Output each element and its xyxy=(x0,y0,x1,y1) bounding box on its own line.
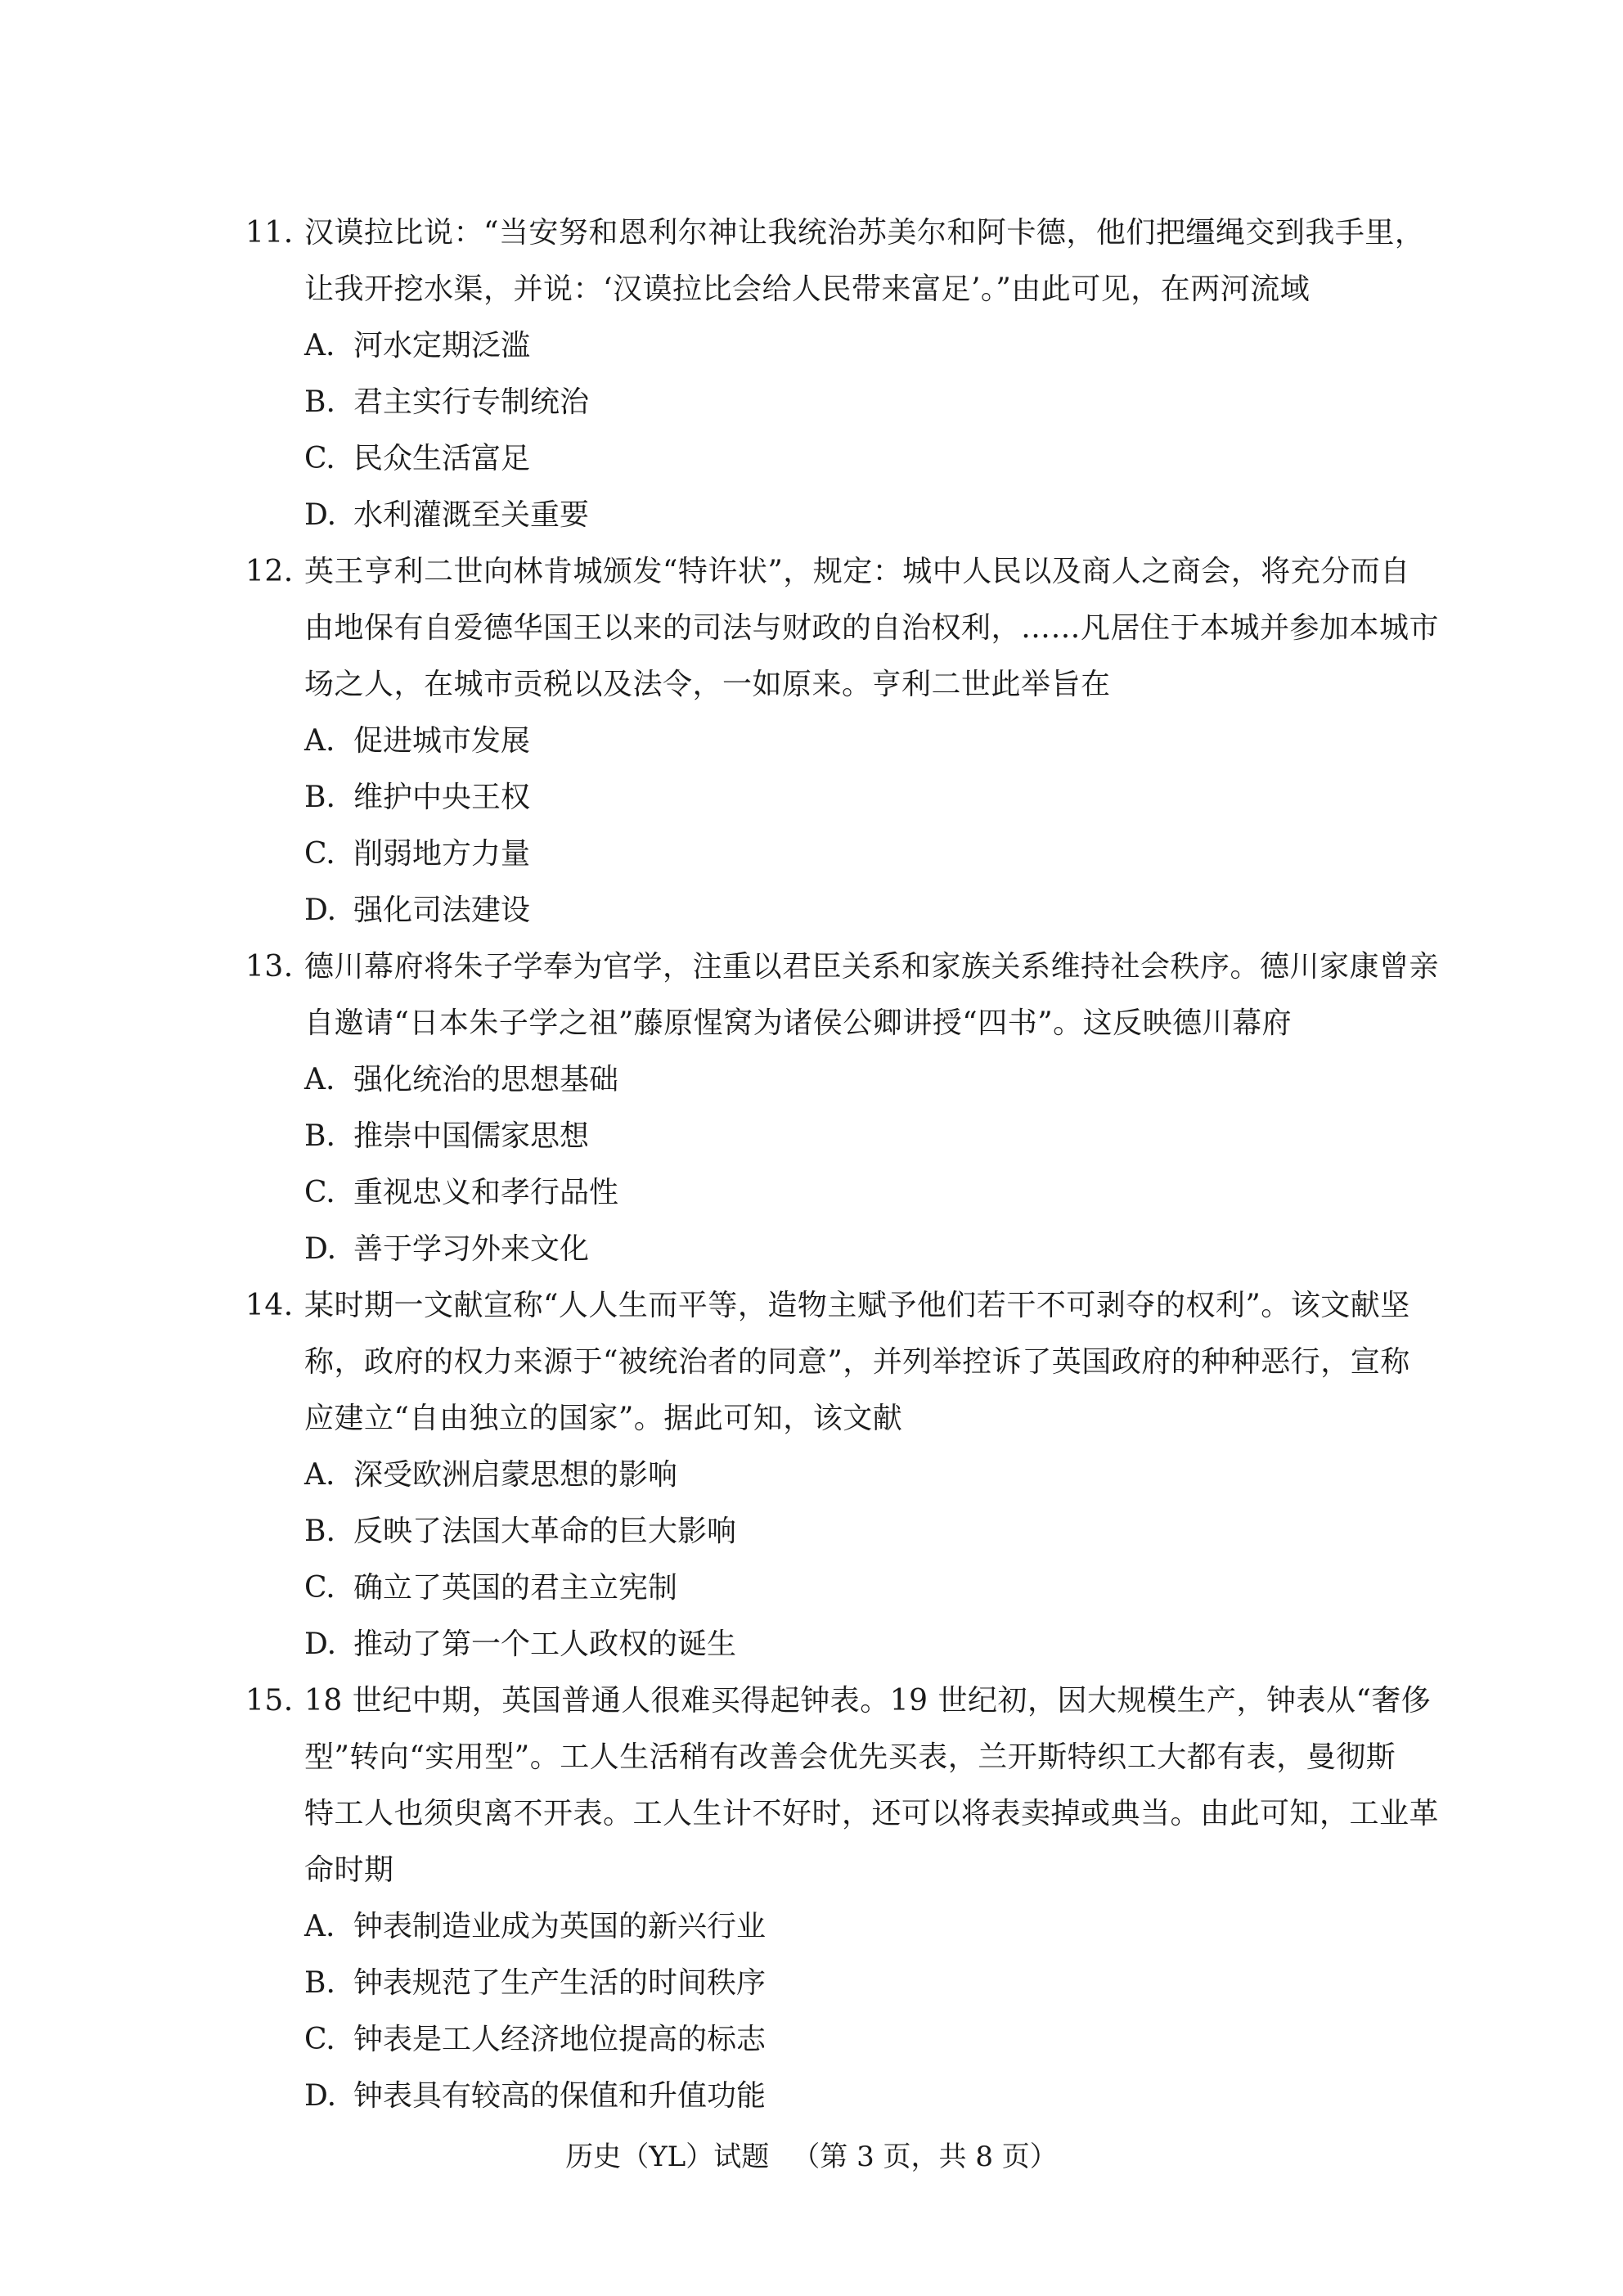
option-text: 强化统治的思想基础 xyxy=(353,1063,619,1096)
question-15 xyxy=(245,1672,1440,2124)
stem-line xyxy=(245,1672,1432,1729)
option-letter: A. xyxy=(304,724,335,758)
stem-text: 由地保有自爱德华国王以来的司法与财政的自治权利，……凡居住于本城并参加本城市 xyxy=(304,611,1440,645)
stem-text: 应建立“自由独立的国家”。据此可知，该文献 xyxy=(304,1402,903,1435)
question-number: 12. xyxy=(245,555,294,588)
option-text: 深受欧洲启蒙思想的影响 xyxy=(353,1458,678,1492)
option-text: 反映了法国大革命的巨大影响 xyxy=(353,1515,737,1548)
stem-text: 称，政府的权力来源于“被统治者的同意”，并列举控诉了英国政府的种种恶行，宣称 xyxy=(304,1345,1410,1379)
option-b xyxy=(245,1108,1391,1164)
stem-line xyxy=(245,261,1391,317)
option-letter: A. xyxy=(304,329,335,362)
question-number: 15. xyxy=(245,1684,294,1717)
option-letter: C. xyxy=(304,442,335,475)
option-text: 钟表是工人经济地位提高的标志 xyxy=(353,2023,767,2056)
stem-line xyxy=(245,1785,1440,1842)
option-text: 推动了第一个工人政权的诞生 xyxy=(353,1627,737,1661)
question-number: 13. xyxy=(245,950,294,984)
option-letter: C. xyxy=(304,837,335,871)
stem-text: 命时期 xyxy=(304,1853,394,1887)
option-c xyxy=(245,2011,1391,2068)
option-text: 民众生活富足 xyxy=(353,442,531,475)
option-d xyxy=(245,487,1391,543)
option-c xyxy=(245,1164,1391,1221)
option-text: 推崇中国儒家思想 xyxy=(353,1119,590,1153)
question-11 xyxy=(245,205,1425,543)
option-a xyxy=(245,713,1391,769)
stem-text: 某时期一文献宣称“人人生而平等，造物主赋予他们若干不可剥夺的权利”。该文献坚 xyxy=(304,1289,1410,1322)
page-footer xyxy=(0,2136,1623,2177)
option-a xyxy=(245,1447,1391,1503)
option-b xyxy=(245,769,1391,826)
option-letter: A. xyxy=(304,1910,335,1943)
option-text: 君主实行专制统治 xyxy=(353,385,590,419)
option-d xyxy=(245,1221,1391,1277)
option-text: 确立了英国的君主立宪制 xyxy=(353,1571,678,1605)
option-text: 钟表具有较高的保值和升值功能 xyxy=(353,2079,767,2113)
option-letter: D. xyxy=(304,498,337,532)
option-a xyxy=(245,1898,1391,1955)
option-letter: C. xyxy=(304,1176,335,1209)
option-letter: B. xyxy=(304,1119,335,1153)
question-number: 14. xyxy=(245,1289,294,1322)
stem-line xyxy=(245,995,1391,1051)
footer-subject: 历史（YL）试题 xyxy=(565,2141,770,2173)
stem-text: 18 世纪中期，英国普通人很难买得起钟表。19 世纪初，因大规模生产，钟表从“奢侈 xyxy=(304,1684,1432,1717)
option-b xyxy=(245,374,1391,430)
stem-line xyxy=(245,1842,1391,1898)
stem-line xyxy=(245,600,1440,656)
stem-text: 自邀请“日本朱子学之祖”藤原惺窝为诸侯公卿讲授“四书”。这反映德川幕府 xyxy=(304,1006,1293,1040)
option-letter: D. xyxy=(304,1232,337,1266)
question-12 xyxy=(245,543,1440,939)
option-text: 重视忠义和孝行品性 xyxy=(353,1176,619,1209)
option-text: 水利灌溉至关重要 xyxy=(353,498,590,532)
option-letter: A. xyxy=(304,1063,335,1096)
option-c xyxy=(245,430,1391,487)
option-c xyxy=(245,826,1391,882)
option-letter: A. xyxy=(304,1458,335,1492)
question-number: 11. xyxy=(245,216,294,250)
option-text: 削弱地方力量 xyxy=(353,837,531,871)
option-b xyxy=(245,1503,1391,1560)
stem-line xyxy=(245,1277,1410,1334)
option-text: 钟表规范了生产生活的时间秩序 xyxy=(353,1966,767,2000)
stem-text: 德川幕府将朱子学奉为官学，注重以君臣关系和家族关系维持社会秩序。德川家康曾亲 xyxy=(304,950,1440,984)
stem-text: 让我开挖水渠，并说：‘汉谟拉比会给人民带来富足’。”由此可见，在两河流域 xyxy=(304,272,1311,306)
stem-text: 英王亨利二世向林肯城颁发“特许状”，规定：城中人民以及商人之商会，将充分而自 xyxy=(304,555,1410,588)
stem-text: 场之人，在城市贡税以及法令，一如原来。亨利二世此举旨在 xyxy=(304,668,1111,701)
stem-line xyxy=(245,1729,1396,1785)
stem-text: 型”转向“实用型”。工人生活稍有改善会优先买表，兰开斯特织工大都有表，曼彻斯 xyxy=(304,1740,1396,1774)
option-text: 促进城市发展 xyxy=(353,724,531,758)
option-d xyxy=(245,882,1391,939)
option-letter: D. xyxy=(304,894,337,927)
option-text: 强化司法建设 xyxy=(353,894,531,927)
option-d xyxy=(245,2068,1391,2124)
option-letter: B. xyxy=(304,1515,335,1548)
option-text: 河水定期泛滥 xyxy=(353,329,531,362)
option-letter: D. xyxy=(304,2079,337,2113)
question-13 xyxy=(245,939,1440,1277)
option-c xyxy=(245,1560,1391,1616)
stem-text: 特工人也须臾离不开表。工人生计不好时，还可以将表卖掉或典当。由此可知，工业革 xyxy=(304,1797,1440,1830)
stem-line xyxy=(245,205,1425,261)
option-letter: B. xyxy=(304,385,335,419)
question-14 xyxy=(245,1277,1410,1672)
stem-line xyxy=(245,656,1391,713)
stem-line xyxy=(245,1390,1391,1447)
stem-line xyxy=(245,939,1440,995)
option-text: 维护中央王权 xyxy=(353,781,531,814)
option-b xyxy=(245,1955,1391,2011)
option-d xyxy=(245,1616,1391,1672)
option-letter: B. xyxy=(304,1966,335,2000)
option-letter: D. xyxy=(304,1627,337,1661)
footer-page-info: （第 3 页，共 8 页） xyxy=(792,2141,1058,2173)
option-text: 钟表制造业成为英国的新兴行业 xyxy=(353,1910,767,1943)
stem-line xyxy=(245,1334,1410,1390)
option-a xyxy=(245,317,1391,374)
option-letter: C. xyxy=(304,2023,335,2056)
option-letter: C. xyxy=(304,1571,335,1605)
option-a xyxy=(245,1051,1391,1108)
stem-text: 汉谟拉比说：“当安努和恩利尔神让我统治苏美尔和阿卡德，他们把缰绳交到我手里， xyxy=(304,216,1425,250)
option-letter: B. xyxy=(304,781,335,814)
option-text: 善于学习外来文化 xyxy=(353,1232,590,1266)
stem-line xyxy=(245,543,1410,600)
